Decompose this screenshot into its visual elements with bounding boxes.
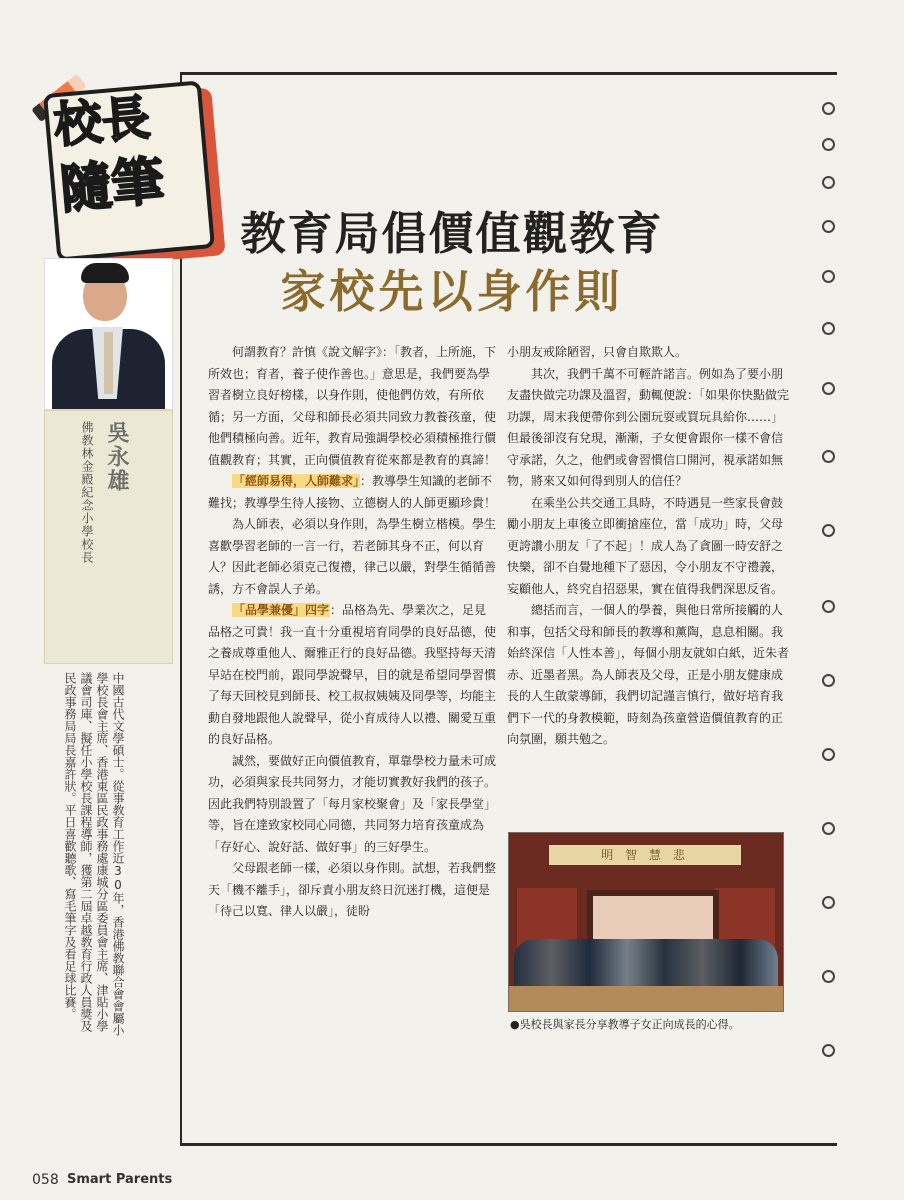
author-name: 吳永雄: [104, 421, 129, 493]
highlight-quote: 「經師易得，人師難求」: [233, 474, 360, 488]
photo-caption: ●吳校長與家長分享教導子女正向成長的心得。: [510, 1018, 740, 1031]
decorative-dot: [822, 600, 835, 613]
paragraph-4: [208, 600, 496, 751]
article-title-line-1: 教育局倡價值觀教育: [240, 207, 664, 260]
group-photo-crowd: [514, 939, 778, 987]
decorative-dot: [822, 176, 835, 189]
paragraph-6: 父母跟老師一樣，必須以身作則。試想，若我們整天「機不離手」，卻斥責小朋友終日沉迷打機，這便是「待己以寬、律人以嚴」，徒盼: [208, 861, 497, 918]
author-portrait: [44, 258, 173, 410]
article-column-2: [507, 342, 794, 751]
decorative-dot: [822, 322, 835, 335]
decorative-dot: [822, 524, 835, 537]
logo-text-top: 校長: [51, 89, 153, 155]
paragraph-7: 小朋友戒除陋習，只會自欺欺人。: [507, 345, 688, 359]
decorative-dot: [822, 138, 835, 151]
paragraph-10: 總括而言，一個人的學養，與他日常所接觸的人和事，包括父母和師長的教導和薰陶，息息相關。我始終深信「人性本善」，每個小朋友就如白紙，近朱者赤、近墨者黑。為人師表及父母，正是小朋友健康成長的人生啟蒙導師，我們切記謹言慎行，做好培育我們下一代的身教模範，時刻為孩童營造價值教育的正向氛圍，願共勉之。: [507, 603, 790, 746]
paragraph-1: 何謂教育？許慎《說文解字》：「教者，上所施，下所效也；育者，養子使作善也。」意思是，我們要為學習者樹立良好榜樣，以身作則，使他們仿效，有所依循；另一方面，父母和師長必須共同致力教養孩童，使他們積極向善。近年，教育局強調學校必須積極推行價值觀教育；其實，正向價值教育從來都是教育的真諦！: [208, 345, 497, 467]
paragraph-8: 其次，我們千萬不可輕許諾言。例如為了要小朋友盡快做完功課及溫習，動輒便說：「如果你快點做完功課，周末我便帶你到公園玩耍或買玩具給你……」但最後卻沒有兌現，漸漸，子女便會跟你一樣不會信守承諾，久之，他們或會習慣信口開河，視承諾如無物，將來又如何得到別人的信任？: [507, 366, 790, 488]
logo-text-bottom: 隨筆: [57, 151, 167, 221]
decorative-dot: [822, 748, 835, 761]
decorative-dot: [822, 822, 835, 835]
decorative-dot: [822, 1044, 835, 1057]
decorative-dot: [822, 382, 835, 395]
magazine-brand: Smart Parents: [67, 1172, 173, 1187]
paragraph-5: 誠然，要做好正向價值教育，單靠學校力量未可成功，必須與家長共同努力，才能切實教好我們的孩子。因此我們特別設置了「每月家校聚會」及「家長學堂」等，旨在達致家校同心同德，共同努力培育孩童成為「存好心、說好話、做好事」的三好學生。: [208, 753, 497, 854]
highlight-motto: 「品學兼優」四字: [233, 603, 330, 617]
article-column-1: [208, 342, 496, 923]
decorative-dot: [822, 674, 835, 687]
paragraph-2: [208, 471, 496, 514]
decorative-dot: [822, 102, 835, 115]
decorative-dot: [822, 450, 835, 463]
paragraph-3: 為人師表，必須以身作則，為學生樹立楷模。學生喜歡學習老師的一言一行，若老師其身不正，何以育人？因此老師必須克己復禮，律己以嚴，對學生循循善誘，方不會誤人子弟。: [208, 517, 497, 596]
author-role: 佛教林金殿紀念小學校長: [80, 421, 94, 564]
photo-sign: 明 智 慧 悲: [549, 845, 741, 865]
paragraph-2-text: ：教導學生知識的老師不難找；教導學生待人接物、立德樹人的人師更顯珍貴！: [208, 474, 497, 510]
event-photo: [508, 832, 784, 1012]
paragraph-9: 在乘坐公共交通工具時，不時遇見一些家長會鼓勵小朋友上車後立即衝搶座位，當「成功」時，父母更誇讚小朋友「了不起」！成人為了貪圖一時安舒之快樂，卻不自覺地種下了惡因，令小朋友不守禮義，妄顧他人，終究自招惡果，實在值得我們深思反省。: [507, 495, 784, 596]
decorative-dot: [822, 970, 835, 983]
page-number: 058: [32, 1172, 59, 1188]
decorative-dot: [822, 896, 835, 909]
article-title-line-2: 家校先以身作則: [280, 265, 624, 318]
paragraph-4-text: ：品格為先、學業次之，足見品格之可貴！我一直十分重視培育同學的良好品德，使之養成尊重他人、爾雅正行的良好品德。我堅持每天清早站在校門前，跟同學說聲早，目的就是希望同學習慣了每天回校見到師長、校工叔叔姨姨及同學等，均能主動自發地跟他人說聲早，從小育成待人以禮、關愛互重的良好品格。: [208, 603, 497, 746]
author-bio: 中國古代文學碩士。從事教育工作近30年，香港佛教聯合會會屬小學校長會主席、香港東區民政事務處康城分區委員會主席、津貼小學議會司庫、擬任小學校長課程導師，獲第二屆卓越教育行政人員獎及民政事務局局長嘉許狀。平日喜歡聽歌、寫毛筆字及看足球比賽。: [63, 672, 125, 1036]
